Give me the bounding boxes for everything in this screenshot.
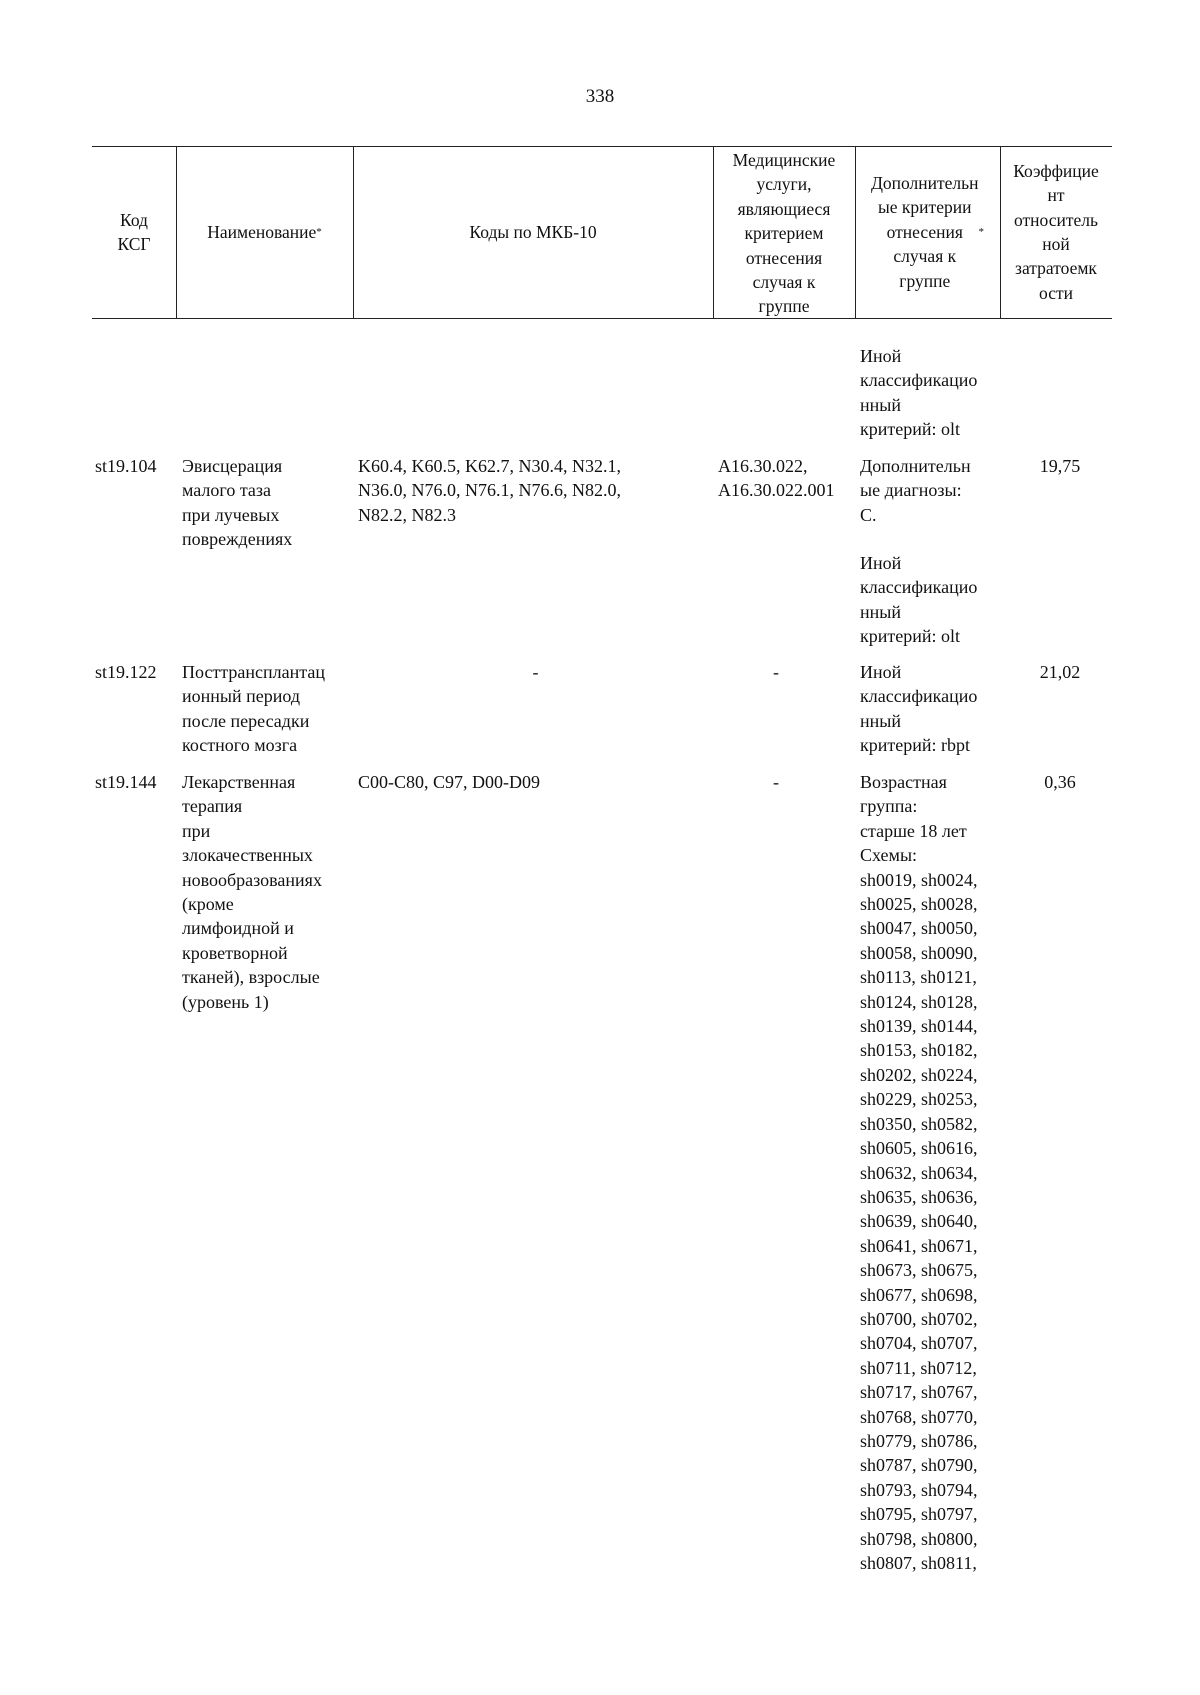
header-services: Медицинские услуги, являющиеся критерием отнесения случая к группе [732, 150, 836, 317]
row-code: st19.122 [95, 662, 157, 682]
row-code: st19.144 [95, 772, 157, 792]
row-coefficient: 0,36 [1044, 772, 1076, 792]
header-name-footnote-mark: * [316, 225, 322, 238]
row-icd-codes: K60.4, K60.5, K62.7, N30.4, N32.1, N36.0, N76.0, N76.1, N76.6, N82.0, N82.2, N82.3 [358, 456, 621, 525]
row-icd-codes: - [532, 662, 539, 682]
header-criteria [855, 146, 1000, 318]
header-name-text: Наименование [207, 221, 317, 242]
row-criteria: Возрастная группа: старше 18 лет Схемы: sh0019, sh0024, sh0025, sh0028, sh0047, sh0050, sh0058, sh0090, sh0113, sh0121, sh0124, sh0128, sh0139, sh0144, sh0153, sh0182, sh0202, sh0224, sh0229, sh0253, sh0350, sh0582, sh0605, sh0616, sh0632, sh0634, sh0635, sh0636, sh0639, sh0640, sh0641, sh0671, sh0673, sh0675, sh0677, sh0698, sh0700, sh0702, sh0704, sh0707, sh0711, sh0712, sh0717, sh0767, sh0768, sh0770, sh0779, sh0786, sh0787, sh0790, sh0793, sh0794, sh0795, sh0797, sh0798, sh0800, sh0807, sh0811, [860, 772, 978, 1573]
row-coefficient: 21,02 [1039, 662, 1081, 682]
row-services: A16.30.022, A16.30.022.001 [718, 456, 835, 501]
header-name [176, 146, 353, 318]
header-criteria-footnote-mark: * [978, 225, 985, 238]
page-number: 338 [585, 86, 615, 107]
row-services: - [773, 662, 779, 682]
row-services: - [773, 772, 779, 792]
header-criteria-text: Дополнительн ые критерии отнесения случая к группе [870, 172, 979, 291]
row-name: Лекарственная терапия при злокачественных новообразованиях (кроме лимфоидной и кроветворной тканей), взрослые (уровень 1) [182, 772, 322, 1012]
header-code: Код КСГ [117, 209, 151, 254]
row-name: Посттрансплантац ионный период после пересадки костного мозга [182, 662, 325, 756]
table-header-bottom-rule [92, 318, 1112, 319]
row-icd-codes: C00-C80, C97, D00-D09 [358, 772, 541, 792]
row-coefficient: 19,75 [1039, 456, 1081, 476]
row-criteria: Иной классификацио нный критерий: rbpt [860, 662, 978, 756]
row-criteria: Дополнительн ые диагнозы: C. [860, 456, 971, 525]
row-code: st19.104 [95, 456, 157, 476]
row-name: Эвисцерация малого таза при лучевых повреждениях [182, 456, 293, 550]
row-criteria: Иной классификацио нный критерий: olt [860, 553, 978, 647]
header-icd: Коды по МКБ-10 [469, 221, 597, 242]
carry-over-criteria: Иной классификацио нный критерий: olt [860, 346, 978, 440]
header-coefficient: Коэффицие нт относитель ной затратоемк ости [1013, 160, 1099, 303]
